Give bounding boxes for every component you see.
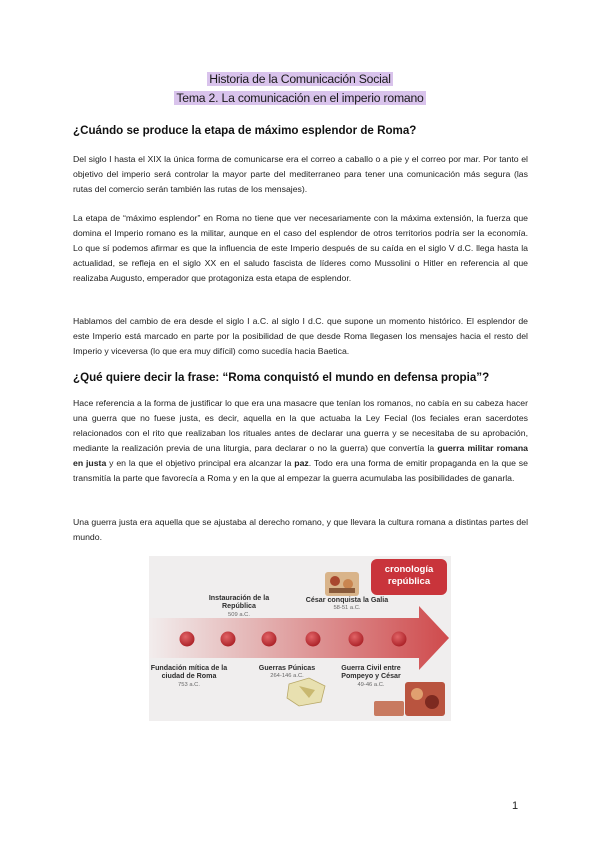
event-guerra-civil: Guerra Civil entre Pompeyo y César 49-46 a.C. — [341, 664, 401, 688]
page-number: 1 — [512, 800, 519, 812]
paragraph-guerra-justa: Una guerra justa era aquella que se ajustaba al derecho romano, y que llevara la cultura romana a distintas partes del mundo. — [73, 517, 528, 542]
document-title: Historia de la Comunicación Social — [209, 72, 391, 86]
timeline-dot — [306, 632, 321, 647]
paragraph-cambio-era: Hablamos del cambio de era desde el siglo I a.C. al siglo I d.C. que supone un momento histórico. El esplendor de este Imperio está marcado en parte por la posibilidad de que desde Roma llegasen los mensajes hacia el resto del Imperio y viceversa (lo que era muy difícil) como sucedía hacia Baetica. — [73, 316, 528, 356]
paragraph-esplendor: La etapa de “máximo esplendor” en Roma no tiene que ver necesariamente con la máxima extensión, la fuerza que domina el Imperio romano es la militar, aunque en el caso del esplendor de otros territorios podría ser la economía. Lo que sí podemos afirmar es que la influencia de este Imperio después de su caída en el siglo V d.C. llega hasta la actualidad, se refleja en el siglo XX en el saludo fascista de líderes como Mussolini o Hitler en referencia al que realizaba Augusto, emperador que protagoniza esta etapa de esplendor. — [73, 213, 528, 283]
battle-scene-illustration — [325, 572, 359, 596]
event-instauracion-republica: Instauración de la República 509 a.C. — [208, 594, 270, 618]
bold-paz: paz — [294, 457, 309, 468]
document-subtitle: Tema 2. La comunicación en el imperio romano — [176, 91, 424, 105]
section-heading-defensa-propia: ¿Qué quiere decir la frase: “Roma conquistó el mundo en defensa propia”? — [73, 371, 490, 384]
timeline-dot — [180, 632, 195, 647]
cronologia-badge: cronología república — [371, 559, 447, 595]
paragraph-ley-fecial: Hace referencia a la forma de justificar lo que era una masacre que tenían los romanos, no cabía en su cabeza hacer una guerra que no fuese justa, es decir, aquella en la que actuaba la Ley Fecial (los feciales eran sacerdotes relacionados con el rito que realizaban los rituales antes de declarar una guerra y se necesitaba de su aprobación, mediante la realización previa de una liturgia, para declarar o no la guerra) que convertía la guerra militar romana en justa y en la que el objetivo principal era alcanzar la paz. Todo era una forma de emitir propaganda en la que se transmitía la parte que favorecía a Roma y en la que al empezar la guerra acumulaba las posibilidades de ganarla. — [73, 398, 528, 483]
section-heading-esplendor: ¿Cuándo se produce la etapa de máximo esplendor de Roma? — [73, 124, 417, 137]
event-fundacion-roma: Fundación mítica de la ciudad de Roma 753 a.C. — [150, 664, 228, 688]
bold-guerra-justa: guerra militar romana en justa — [73, 442, 528, 468]
event-cesar-galia: César conquista la Galia 58-51 a.C. — [305, 596, 389, 612]
map-illustration — [287, 678, 325, 706]
timeline-dot — [262, 632, 277, 647]
timeline-dot — [221, 632, 236, 647]
event-guerras-punicas: Guerras Púnicas 264-146 a.C. — [258, 664, 316, 680]
timeline-figure — [149, 556, 451, 721]
timeline-dot — [349, 632, 364, 647]
timeline-dot — [392, 632, 407, 647]
paragraph-correo: Del siglo I hasta el XIX la única forma de comunicarse era el correo a caballo o a pie y el correo por mar. Por tanto el objetivo del imperio será controlar la mayor parte del mediterraneo para tener una comunicación más segura (las rutas del comercio serán también las rutas de los mensajes). — [73, 154, 528, 194]
